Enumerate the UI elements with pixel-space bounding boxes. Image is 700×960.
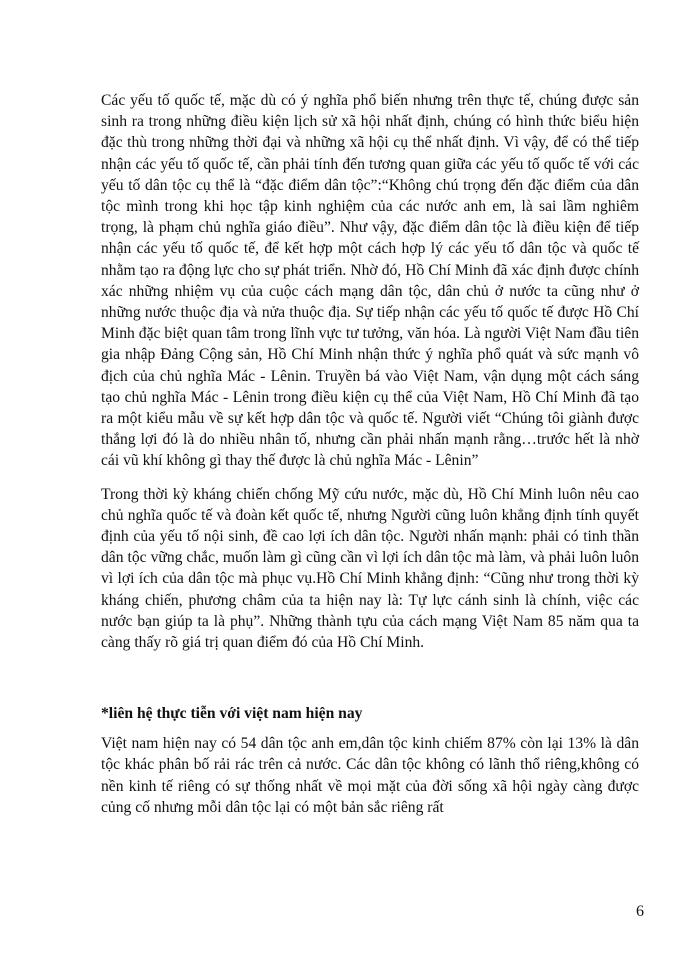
paragraph-vietnam-today: Việt nam hiện nay có 54 dân tộc anh em,dân tộc kinh chiếm 87% còn lại 13% là dân tộc khác phân bố rải rác trên cả nước. Các dân tộc không có lãnh thổ riêng,không có nền kinh tế riêng có sự thống nhất về mọi mặt của đời sống xã hội ngày càng được củng cố nhưng mỗi dân tộc lại có một bản sắc riêng rất xyxy=(101,735,639,816)
page-number: 6 xyxy=(636,903,644,920)
document-body xyxy=(101,90,639,818)
paragraph-international-factors: Các yếu tố quốc tế, mặc dù có ý nghĩa phổ biến nhưng trên thực tế, chúng được sản sinh ra trong những điều kiện lịch sử xã hội nhất định, chúng có hình thức biểu hiện đặc thù trong những thời đại và những xã hội cụ thể nhất định. Vì vậy, để có thể tiếp nhận các yếu tố quốc tế, cần phải tính đến tương quan giữa các yếu tố quốc tế với các yếu tố dân tộc cụ thể là “đặc điểm dân tộc”:“Không chú trọng đến đặc điểm của dân tộc mình trong khi học tập kinh nghiệm của các nước anh em, là sai lầm nghiêm trọng, là phạm chủ nghĩa giáo điều”. Như vậy, đặc điểm dân tộc là điều kiện để tiếp nhận các yếu tố quốc tế, để kết hợp một cách hợp lý các yếu tố dân tộc và quốc tế nhằm tạo ra động lực cho sự phát triển. Nhờ đó, Hồ Chí Minh đã xác định được chính xác những nhiệm vụ của cuộc cách mạng dân tộc, dân chủ ở nước ta cũng như ở những nước thuộc địa và nửa thuộc địa. Sự tiếp nhận các yếu tố quốc tế được Hồ Chí Minh đặc biệt quan tâm trong lĩnh vực tư tưởng, văn hóa. Là người Việt Nam đầu tiên gia nhập Đảng Cộng sản, Hồ Chí Minh nhận thức ý nghĩa phổ quát và sức mạnh vô địch của chủ nghĩa Mác - Lênin. Truyền bá vào Việt Nam, vận dụng một cách sáng tạo chủ nghĩa Mác - Lênin trong điều kiện cụ thể của Việt Nam, Hồ Chí Minh đã tạo ra một kiểu mẫu về sự kết hợp dân tộc và quốc tế. Người viết “Chúng tôi giành được thắng lợi đó là do nhiều nhân tố, nhưng cần phải nhấn mạnh rằng…trước hết là nhờ cái vũ khí không gì thay thế được là chủ nghĩa Mác - Lênin” xyxy=(101,92,639,470)
section-heading: *liên hệ thực tiễn với việt nam hiện nay xyxy=(101,705,363,723)
paragraph-anti-us-resistance: Trong thời kỳ kháng chiến chống Mỹ cứu nước, mặc dù, Hồ Chí Minh luôn nêu cao chủ nghĩa quốc tế và đoàn kết quốc tế, nhưng Người cũng luôn khẳng định tính quyết định của yếu tố nội sinh, đề cao lợi ích dân tộc. Người nhấn mạnh: phải có tinh thần dân tộc vững chắc, muốn làm gì cũng cần vì lợi ích dân tộc mà làm, và phải luôn luôn vì lợi ích của dân tộc mà phục vụ.Hồ Chí Minh khẳng định: “Cũng như trong thời kỳ kháng chiến, phương châm của ta hiện nay là: Tự lực cánh sinh là chính, việc các nước bạn giúp ta là phụ”. Những thành tựu của cách mạng Việt Nam 85 năm qua ta càng thấy rõ giá trị quan điểm đó của Hồ Chí Minh. xyxy=(101,485,639,652)
